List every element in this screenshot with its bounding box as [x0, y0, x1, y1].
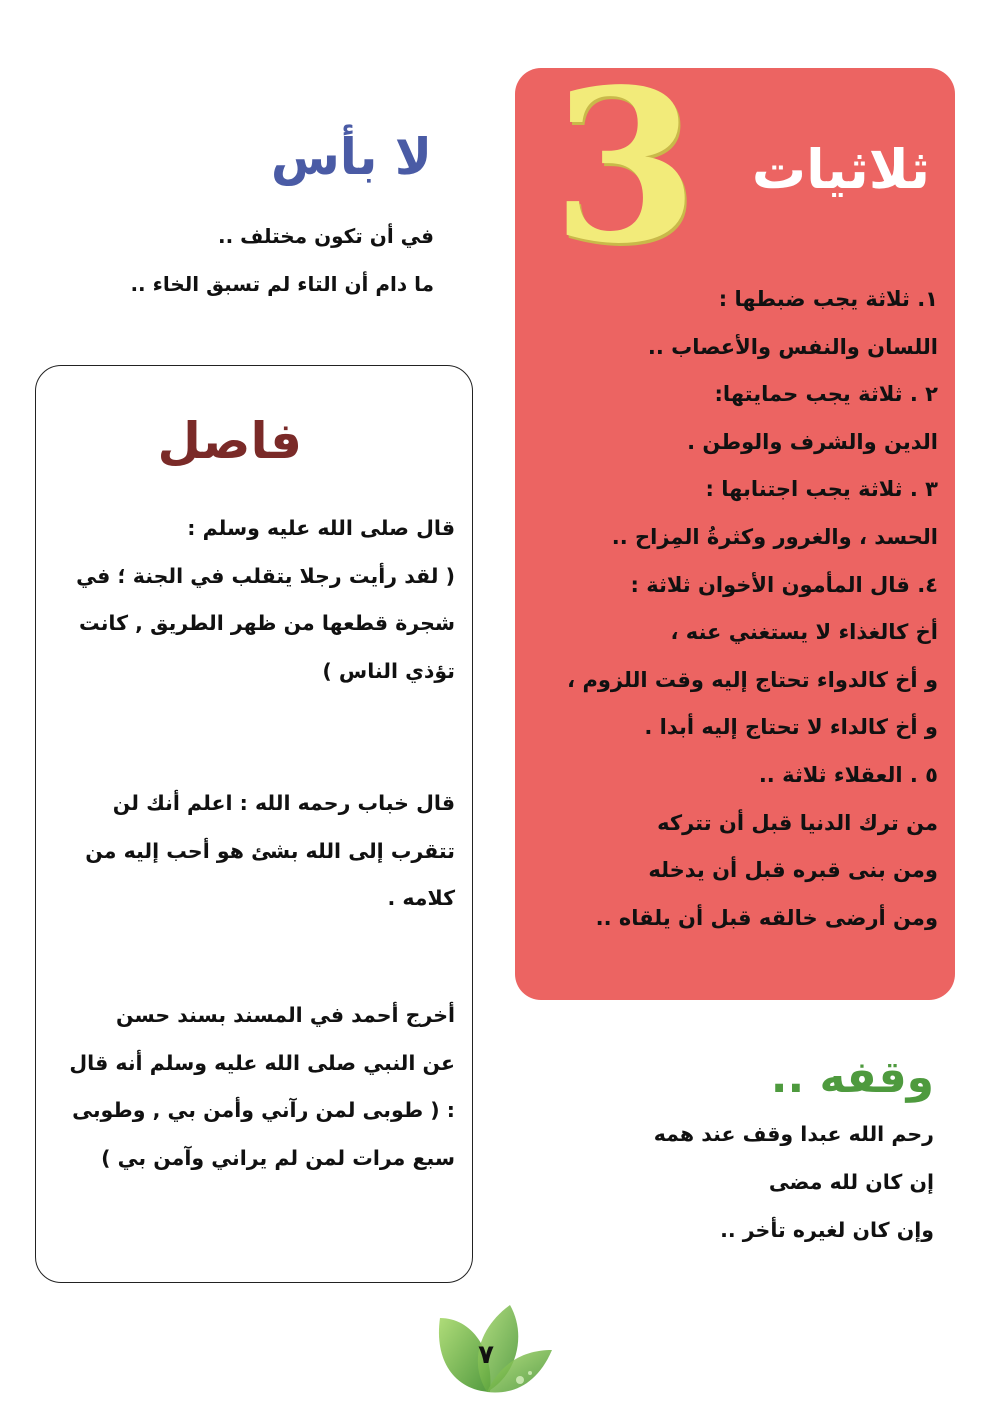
- text-line: عن النبي صلى الله عليه وسلم أنه قال: [69, 1050, 455, 1075]
- text-line: في أن تكون مختلف ..: [218, 224, 434, 248]
- waqfa-text: [574, 1110, 934, 1254]
- page-number: ٧: [478, 1340, 494, 1370]
- khabbab-quote: [35, 780, 455, 923]
- list-line: ومن بنى قبره قبل أن يدخله: [648, 858, 938, 883]
- list-line: الدين والشرف والوطن .: [687, 429, 938, 454]
- list-line: ١. ثلاثة يجب ضبطها :: [718, 287, 938, 311]
- text-line: : ( طوبى لمن رآني وأمن بي , وطوبى: [72, 1098, 455, 1123]
- text-line: إن كان لله مضى: [768, 1170, 934, 1194]
- text-line: كلامه .: [387, 886, 455, 911]
- list-line: الحسد ، والغرور وكثرةُ المِزاح ..: [611, 524, 938, 549]
- text-line: ما دام أن التاء لم تسبق الخاء ..: [130, 272, 434, 296]
- text-line: ( لقد رأيت رجلا يتقلب في الجنة ؛ في: [76, 563, 455, 588]
- text-line: تؤذي الناس ): [322, 658, 455, 683]
- text-line: رحم الله عبدا وقف عند همه: [653, 1122, 934, 1146]
- list-line: اللسان والنفس والأعصاب ..: [647, 334, 938, 359]
- list-line: و أخ كالداء لا تحتاج إليه أبدا .: [644, 715, 938, 740]
- thulathiyat-list: [538, 276, 938, 942]
- la-bas-text: [34, 212, 434, 308]
- list-line: ٢ . ثلاثة يجب حمايتها:: [714, 382, 938, 407]
- text-line: قال صلى الله عليه وسلم :: [187, 516, 455, 540]
- hadith-block-1: [35, 505, 455, 695]
- thulathiyat-title: ثلاثيات: [751, 138, 930, 201]
- list-line: ٣ . ثلاثة يجب اجتنابها :: [705, 477, 938, 502]
- list-line: و أخ كالدواء تحتاج إليه وقت اللزوم ،: [567, 667, 938, 692]
- fasel-title: فاصل: [157, 412, 302, 470]
- text-line: أخرج أحمد في المسند بسند حسن: [116, 1003, 455, 1027]
- text-line: تتقرب إلى الله بشئ هو أحب إليه من: [85, 838, 455, 863]
- text-line: شجرة قطعها من ظهر الطريق , كانت: [79, 611, 455, 636]
- list-line: من ترك الدنيا قبل أن تتركه: [657, 810, 938, 835]
- hadith-block-2: [35, 992, 455, 1182]
- list-line: ٤. قال المأمون الأخوان ثلاثة :: [630, 572, 938, 597]
- number-three: 3: [552, 43, 699, 290]
- list-line: ومن أرضى خالقه قبل أن يلقاه ..: [595, 905, 938, 930]
- list-line: أخ كالغذاء لا يستغني عنه ،: [670, 620, 938, 645]
- text-line: وإن كان لغيره تأخر ..: [720, 1218, 934, 1242]
- text-line: قال خباب رحمه الله : اعلم أنك لن: [112, 791, 455, 815]
- la-bas-title: لا بأس: [270, 128, 432, 186]
- text-line: سبع مرات لمن لم يراني وآمن بي ): [101, 1145, 455, 1170]
- list-line: ٥ . العقلاء ثلاثة ..: [758, 762, 938, 787]
- waqfa-title: وقفه ..: [770, 1052, 934, 1103]
